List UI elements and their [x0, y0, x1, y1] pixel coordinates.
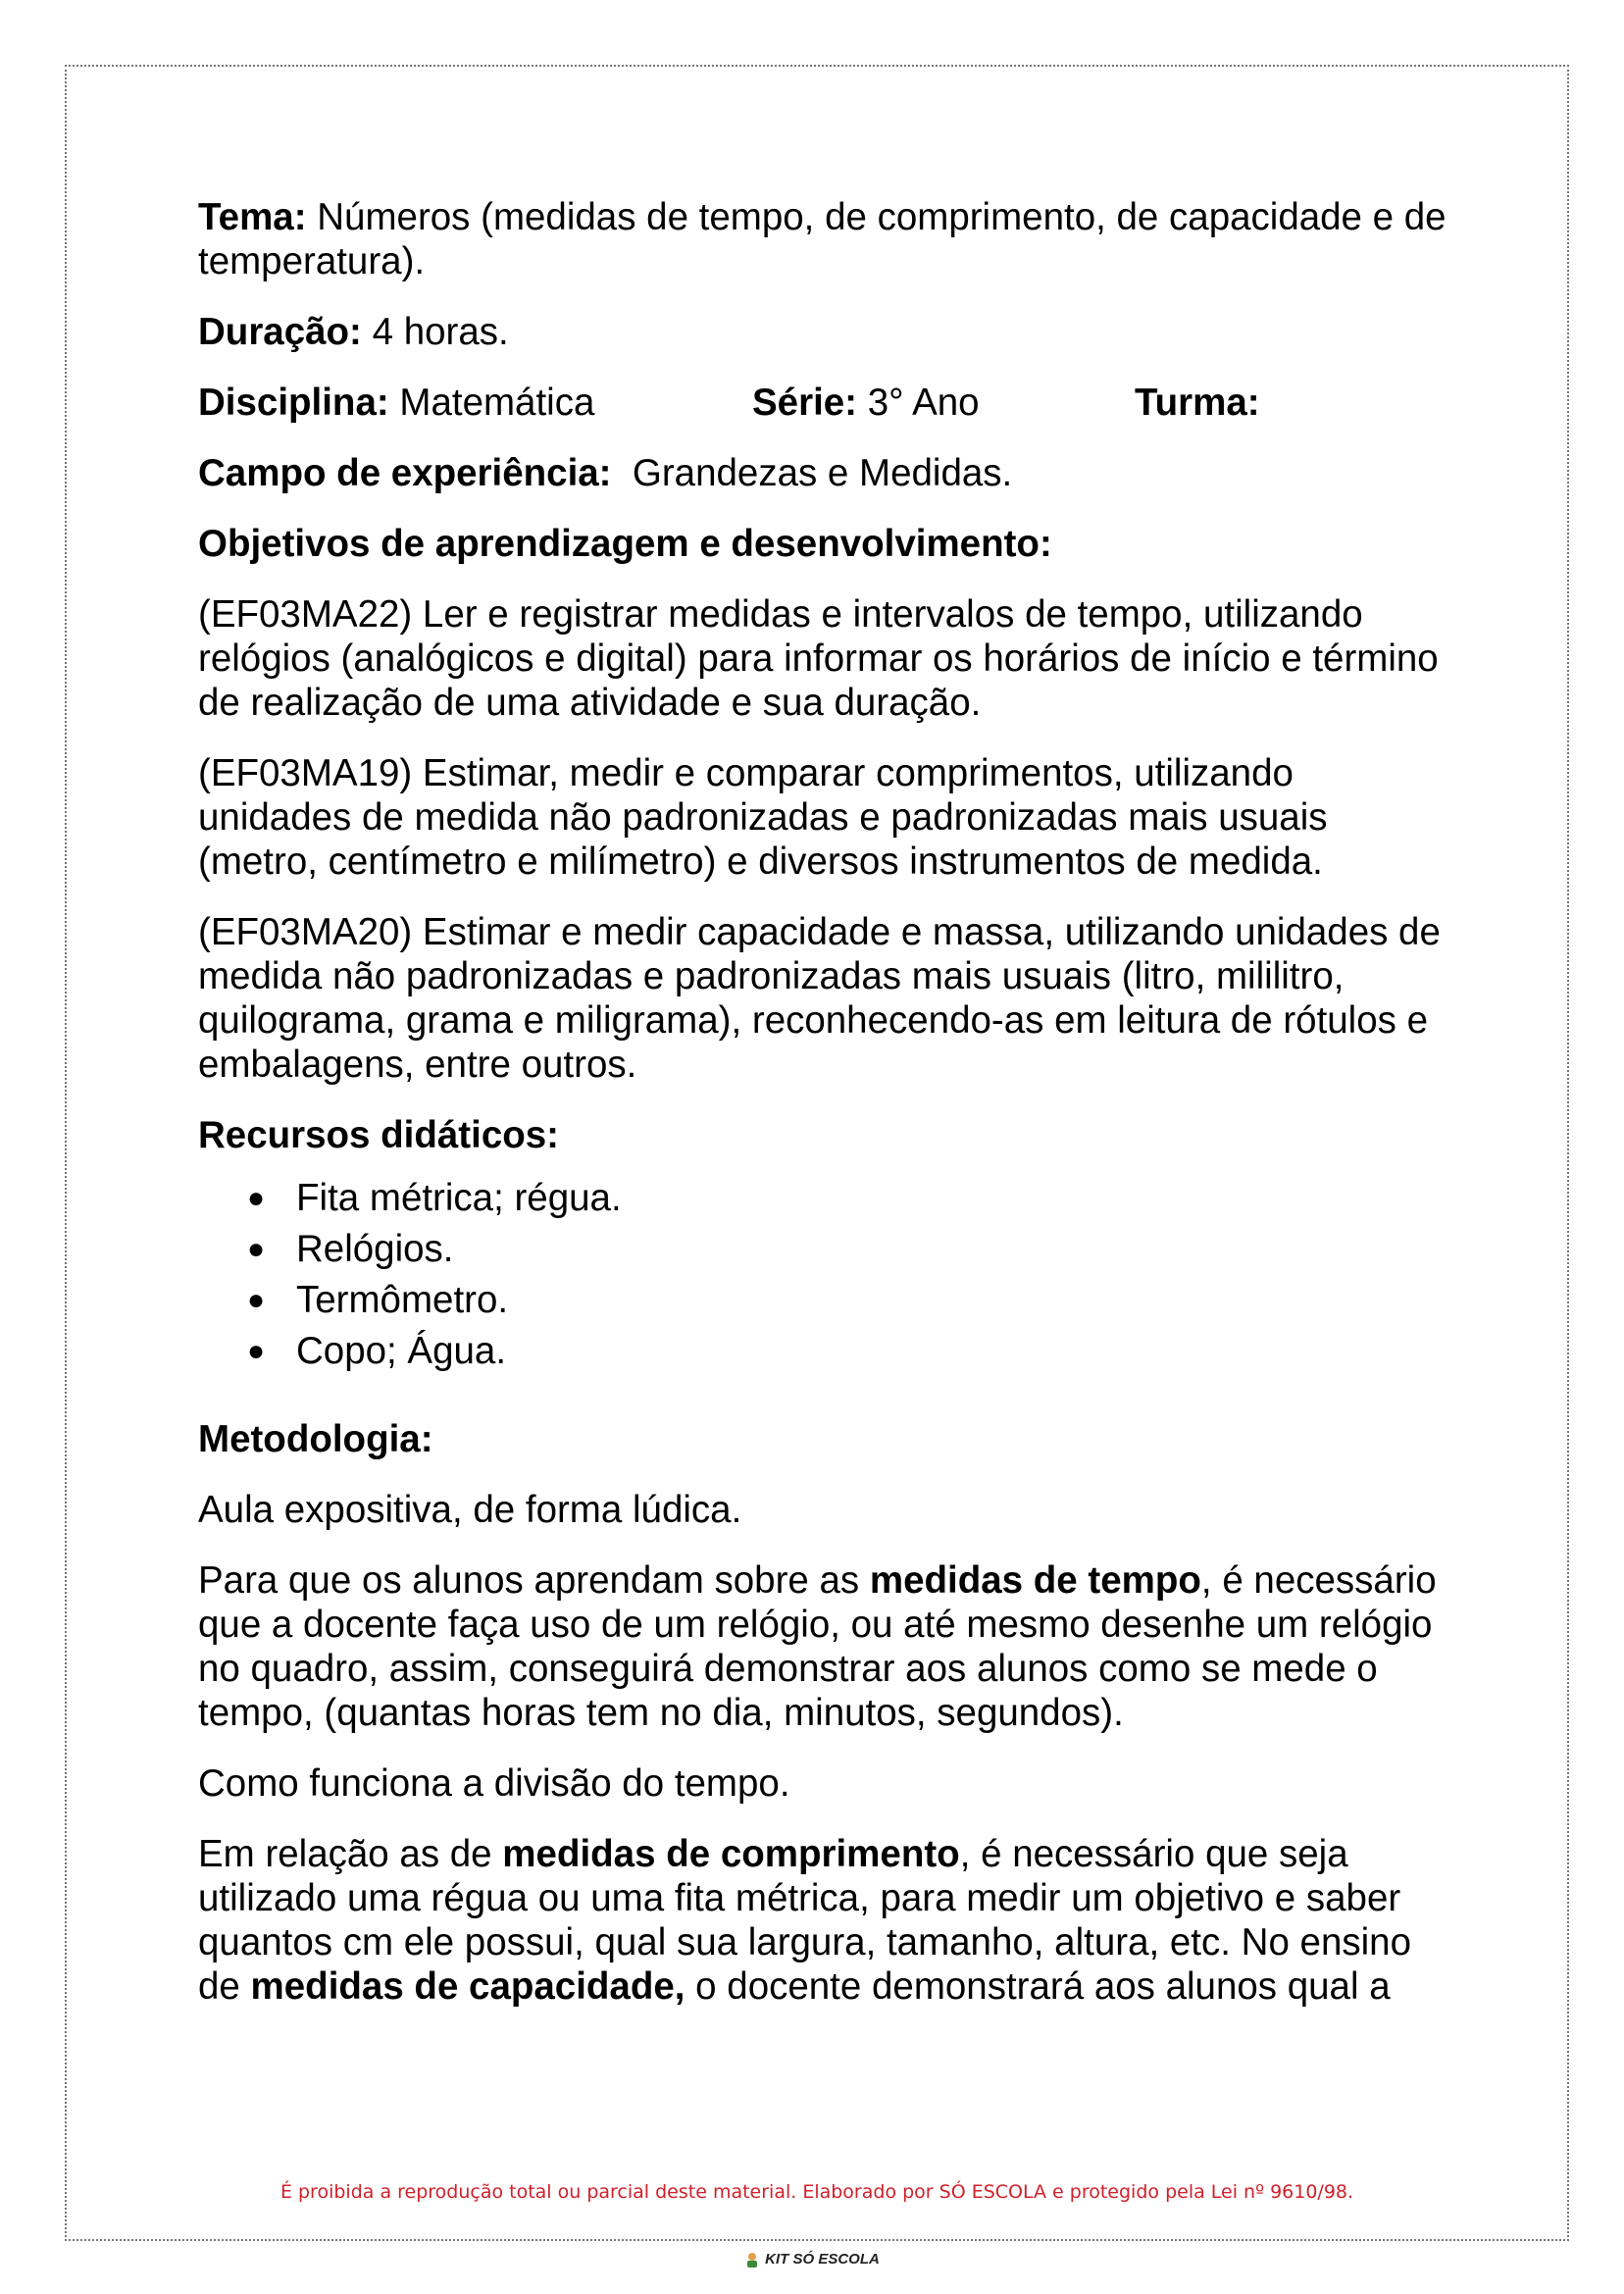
list-item: ● Termômetro. [198, 1275, 1453, 1326]
recursos-list [198, 1173, 1453, 1377]
list-item: ● Copo; Água. [198, 1326, 1453, 1377]
objetivo-item: (EF03MA22) Ler e registrar medidas e intervalos de tempo, utilizando relógios (analógicos e digital) para informar os horários de início e término de realização de uma atividade e sua duração. [198, 593, 1439, 724]
school-kid-icon [744, 2252, 760, 2268]
p2-c: , é necessário que a docente faça uso de um relógio, ou até mesmo desenhe um relógio no quadro, assim, conseguirá demonstrar aos alunos como se mede o tempo, (quantas horas tem no dia, minutos, segundos). [198, 1559, 1437, 1734]
metodologia-p3: Como funciona a divisão do tempo. [198, 1762, 790, 1805]
duracao-line [198, 310, 1453, 354]
disciplina-row [198, 381, 1453, 425]
objetivo-item: (EF03MA20) Estimar e medir capacidade e massa, utilizando unidades de medida não padronizadas e padronizadas mais usuais (litro, mililitro, quilograma, grama e miligrama), reconhecendo-as em leitura de rótulos e embalagens, entre outros. [198, 911, 1441, 1086]
serie-text: 3° Ano [857, 382, 980, 424]
metodologia-heading-text: Metodologia: [198, 1418, 433, 1460]
list-item: ● Relógios. [198, 1224, 1453, 1275]
serie-label: Série: [752, 382, 858, 424]
serie-field [752, 381, 1135, 425]
p4-e: o docente demonstrará aos alunos qual a [685, 1965, 1391, 2008]
lesson-plan-body [198, 195, 1453, 2035]
disciplina-text: Matemática [388, 382, 595, 424]
p2-b: medidas de tempo [869, 1559, 1201, 1602]
campo-text: Grandezas e Medidas. [611, 452, 1013, 494]
campo-label: Campo de experiência: [198, 452, 612, 494]
duracao-label: Duração: [198, 311, 362, 353]
metodologia-p2 [198, 1558, 1453, 1735]
disciplina-field [198, 381, 752, 425]
metodologia-heading [198, 1417, 1453, 1461]
tema-line [198, 195, 1453, 283]
recursos-heading [198, 1113, 1453, 1157]
duracao-text: 4 horas. [361, 311, 509, 353]
metodologia-p1: Aula expositiva, de forma lúdica. [198, 1489, 742, 1531]
list-item: ● Fita métrica; régua. [198, 1173, 1453, 1224]
tema-label: Tema: [198, 196, 307, 238]
p4-d: medidas de capacidade, [250, 1965, 685, 2008]
brand-footer [0, 2251, 1624, 2268]
tema-text: Números (medidas de tempo, de comprimento, de capacidade e de temperatura). [198, 196, 1446, 282]
turma-field [1135, 381, 1260, 425]
p4-c: , é necessário que seja utilizado uma régua ou uma fita métrica, para medir um objetivo e saber quantos cm ele possui, qual sua largura, tamanho, altura, etc. No ensino de [198, 1833, 1412, 2008]
p2-a: Para que os alunos aprendam sobre as [198, 1559, 870, 1602]
metodologia-p4 [198, 1832, 1453, 2009]
campo-line [198, 451, 1453, 495]
copyright-notice: É proibida a reprodução total ou parcial deste material. Elaborado por SÓ ESCOLA e protegido pela Lei nº 9610/98. [279, 2181, 1354, 2203]
brand-name: KIT SÓ ESCOLA [765, 2251, 880, 2268]
turma-label: Turma: [1135, 382, 1260, 424]
objetivos-heading [198, 522, 1453, 566]
objetivos-heading-text: Objetivos de aprendizagem e desenvolvimento: [198, 523, 1052, 565]
objetivo-item: (EF03MA19) Estimar, medir e comparar comprimentos, utilizando unidades de medida não padronizadas e padronizadas mais usuais (metro, centímetro e milímetro) e diversos instrumentos de medida. [198, 752, 1328, 883]
p4-a: Em relação as de [198, 1833, 503, 1875]
disciplina-label: Disciplina: [198, 382, 389, 424]
p4-b: medidas de comprimento [502, 1833, 960, 1875]
recursos-heading-text: Recursos didáticos: [198, 1114, 559, 1156]
